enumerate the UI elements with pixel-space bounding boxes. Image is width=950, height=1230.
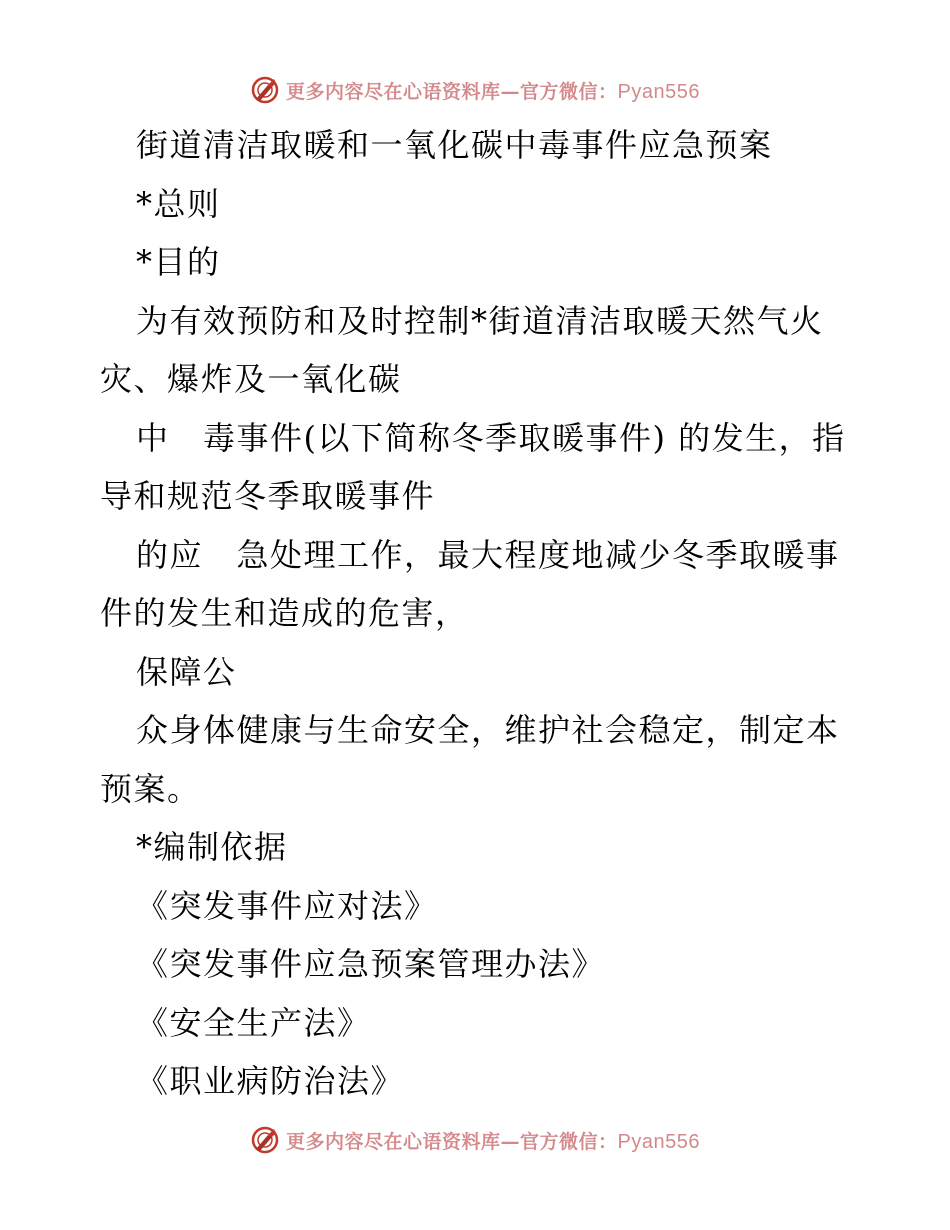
document-line: *编制依据 <box>136 828 288 866</box>
banner-text <box>286 1127 700 1154</box>
document-line: 的应 急处理工作，最大程度地减少冬季取暖事 <box>136 535 840 574</box>
document-line: 众身体健康与生命安全，维护社会稳定，制定本 <box>136 711 840 749</box>
banner-wechat-id: Pyan556 <box>617 80 700 103</box>
document-line: 街道清洁取暖和一氧化碳中毒事件应急预案 <box>136 126 773 164</box>
document-line: *目的 <box>136 243 221 281</box>
document-line: 中 毒事件(以下简称冬季取暖事件) 的发生，指 <box>136 418 846 457</box>
banner-wechat-id: Pyan556 <box>617 1130 700 1153</box>
document-line: 为有效预防和及时控制*街道清洁取暖天然气火 <box>136 301 824 340</box>
document-line: 件的发生和造成的危害， <box>100 594 469 632</box>
document-line: 灾、爆炸及一氧化碳 <box>100 360 402 398</box>
document-line: 《职业病防治法》 <box>136 1062 405 1100</box>
header-banner <box>0 72 950 108</box>
document-line: 预案。 <box>100 769 201 808</box>
pen-nib-circle-icon <box>250 1125 280 1155</box>
document-line: 保障公 <box>136 652 237 691</box>
document-line: 《安全生产法》 <box>136 1003 371 1042</box>
document-line: *总则 <box>136 184 221 223</box>
document-body <box>100 116 860 1111</box>
banner-caption: 更多内容尽在心语资料库—官方微信： <box>286 80 618 103</box>
banner-caption: 更多内容尽在心语资料库—官方微信： <box>286 1130 618 1153</box>
banner-text <box>286 77 700 104</box>
footer-banner <box>0 1122 950 1158</box>
document-line: 《突发事件应对法》 <box>136 886 438 925</box>
document-line: 《突发事件应急预案管理办法》 <box>136 945 606 983</box>
document-line: 导和规范冬季取暖事件 <box>100 477 436 515</box>
pen-nib-circle-icon <box>250 75 280 105</box>
